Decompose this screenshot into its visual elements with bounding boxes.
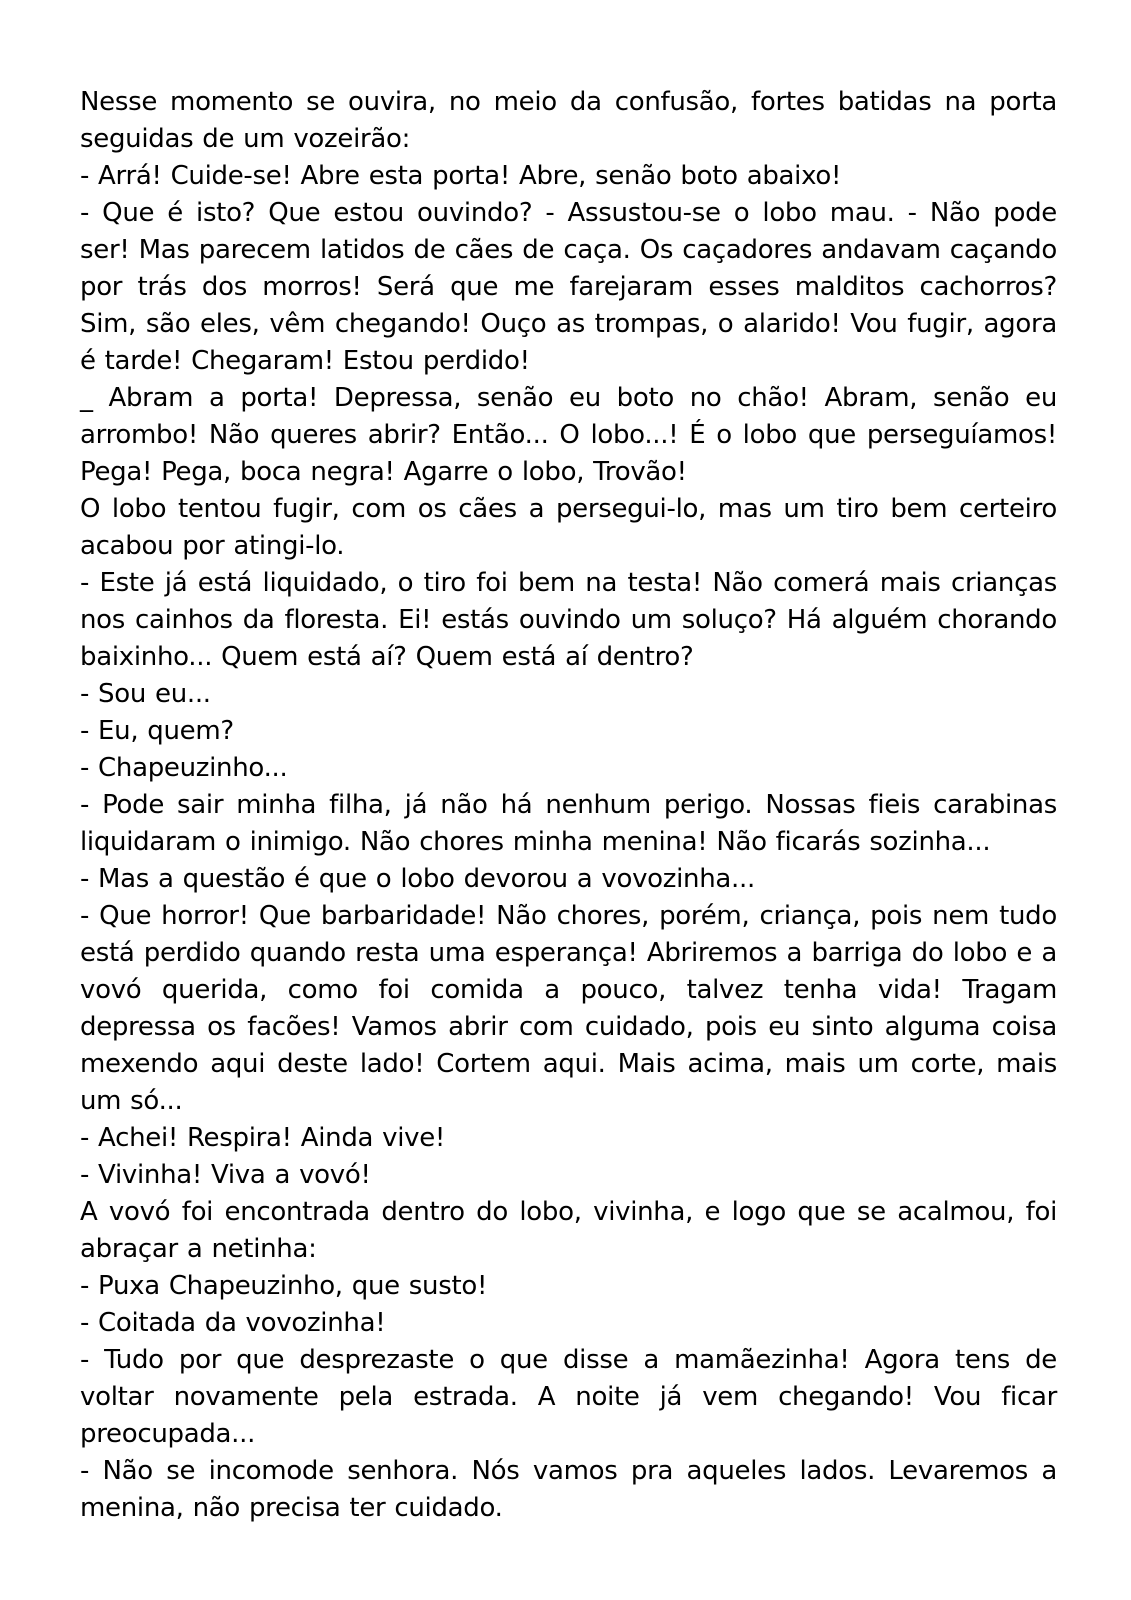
paragraph-narration: O lobo tentou fugir, com os cães a persegui-lo, mas um tiro bem certeiro acabou por atingi-lo. [80,494,1057,561]
paragraph-dialogue: - Não se incomode senhora. Nós vamos pra aqueles lados. Levaremos a menina, não precisa ter cuidado. [80,1456,1057,1523]
story-text-block [80,84,1057,1527]
paragraph-dialogue: - Arrá! Cuide-se! Abre esta porta! Abre, senão boto abaixo! [80,161,842,191]
paragraph-dialogue: - Que horror! Que barbaridade! Não chores, porém, criança, pois nem tudo está perdido quando resta uma esperança! Abriremos a barriga do lobo e a vovó querida, como foi comida a pouco, talvez tenha vida! Tragam depressa os facões! Vamos abrir com cuidado, pois eu sinto alguma coisa mexendo aqui deste lado! Cortem aqui. Mais acima, mais um corte, mais um só... [80,901,1057,1116]
paragraph-dialogue: - Puxa Chapeuzinho, que susto! [80,1271,488,1301]
paragraph-dialogue: - Chapeuzinho... [80,753,288,783]
paragraph-dialogue: - Este já está liquidado, o tiro foi bem na testa! Não comerá mais crianças nos cainhos da floresta. Ei! estás ouvindo um soluço? Há alguém chorando baixinho... Quem está aí? Quem está aí dentro? [80,568,1057,672]
paragraph-dialogue: - Coitada da vovozinha! [80,1308,386,1338]
paragraph-dialogue: - Eu, quem? [80,716,234,746]
paragraph-narration: A vovó foi encontrada dentro do lobo, vivinha, e logo que se acalmou, foi abraçar a netinha: [80,1197,1057,1264]
paragraph-narration: Nesse momento se ouvira, no meio da confusão, fortes batidas na porta seguidas de um vozeirão: [80,87,1057,154]
paragraph-dialogue: - Sou eu... [80,679,211,709]
paragraph-dialogue: - Vivinha! Viva a vovó! [80,1160,371,1190]
paragraph-dialogue: - Pode sair minha filha, já não há nenhum perigo. Nossas fieis carabinas liquidaram o inimigo. Não chores minha menina! Não ficarás sozinha... [80,790,1057,857]
paragraph-dialogue: - Mas a questão é que o lobo devorou a vovozinha... [80,864,755,894]
paragraph-dialogue: - Tudo por que desprezaste o que disse a mamãezinha! Agora tens de voltar novamente pela estrada. A noite já vem chegando! Vou ficar preocupada... [80,1345,1057,1449]
paragraph-dialogue: - Que é isto? Que estou ouvindo? - Assustou-se o lobo mau. - Não pode ser! Mas parecem latidos de cães de caça. Os caçadores andavam caçando por trás dos morros! Será que me farejaram esses malditos cachorros? Sim, são eles, vêm chegando! Ouço as trompas, o alarido! Vou fugir, agora é tarde! Chegaram! Estou perdido! [80,198,1057,376]
paragraph-dialogue: - Achei! Respira! Ainda vive! [80,1123,446,1153]
paragraph-dialogue: _ Abram a porta! Depressa, senão eu boto no chão! Abram, senão eu arrombo! Não queres abrir? Então... O lobo...! É o lobo que perseguíamos! Pega! Pega, boca negra! Agarre o lobo, Trovão! [80,383,1057,487]
